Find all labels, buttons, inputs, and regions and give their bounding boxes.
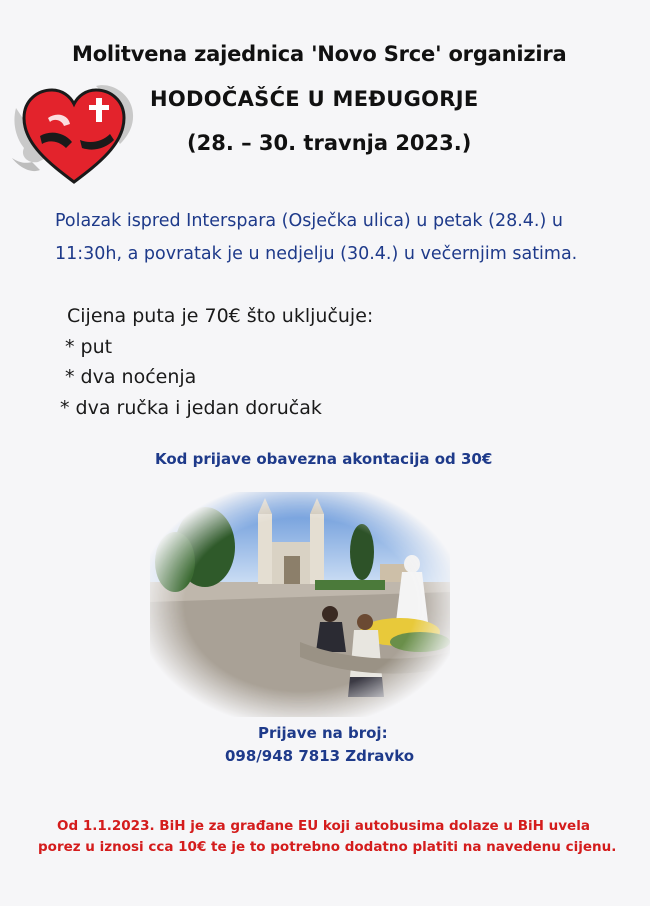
price-item: * dva ručka i jedan doručak — [60, 397, 322, 419]
organizer-heading: Molitvena zajednica 'Novo Srce' organizira — [72, 42, 567, 66]
event-dates: (28. – 30. travnja 2023.) — [187, 131, 472, 155]
tax-notice-line-1: Od 1.1.2023. BiH je za građane EU koji autobusima dolaze u BiH uvela — [57, 818, 590, 834]
contact-label: Prijave na broj: — [258, 724, 388, 742]
price-item: * dva noćenja — [65, 366, 197, 388]
departure-line-2: 11:30h, a povratak je u nedjelju (30.4.) u večernjim satima. — [55, 244, 578, 264]
deposit-note: Kod prijave obavezna akontacija od 30€ — [155, 450, 493, 468]
tax-notice-line-2: porez u iznosi cca 10€ te je to potrebno dodatno platiti na navedenu cijenu. — [38, 839, 617, 855]
medjugorje-church-photo — [150, 492, 450, 717]
departure-line-1: Polazak ispred Interspara (Osječka ulica) u petak (28.4.) u — [55, 211, 563, 231]
contact-phone: 098/948 7813 Zdravko — [225, 747, 415, 765]
price-heading: Cijena puta je 70€ što uključuje: — [67, 305, 374, 327]
price-item: * put — [65, 336, 113, 358]
page-title: HODOČAŠĆE U MEĐUGORJE — [150, 87, 479, 111]
heart-cross-icon — [10, 78, 138, 190]
